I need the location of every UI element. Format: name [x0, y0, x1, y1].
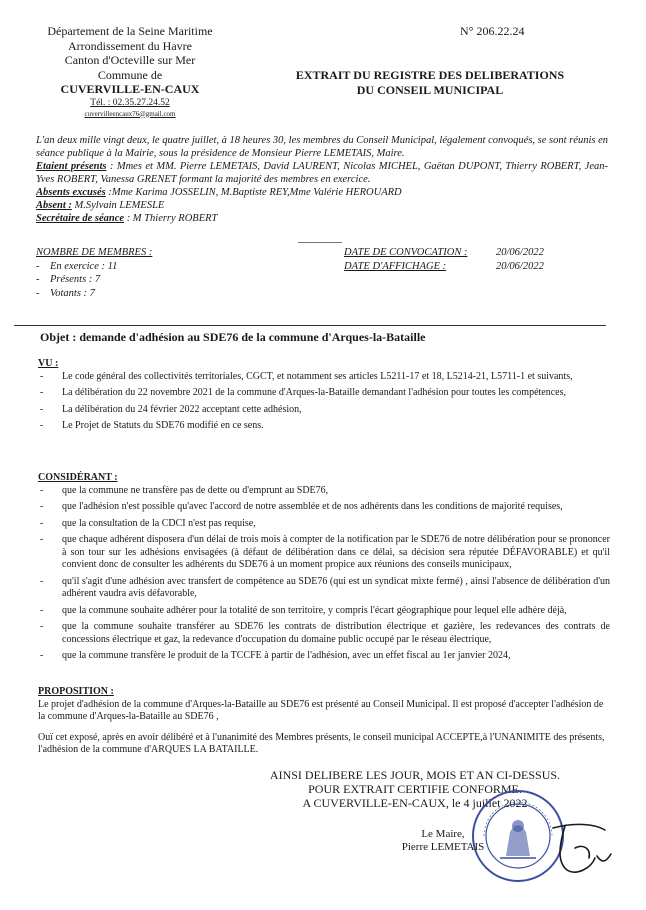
considerant-section	[38, 472, 610, 667]
secretary-label: Secrétaire de séance	[36, 213, 125, 224]
handwritten-signature-icon	[545, 818, 615, 878]
registry-title-line1: EXTRAIT DU REGISTRE DES DELIBERATIONS	[295, 68, 565, 82]
excused-text: :Mme Karima JOSSELIN, M.Baptiste REY,Mme Valérie HEROUARD	[105, 187, 402, 198]
proposition-text: Le projet d'adhésion de la commune d'Arques-la-Bataille au SDE76 est présenté au Conseil Municipal. Il est proposé d'accepter l'adhésion de la commune d'Arques-la-Bataille au SDE76 ,	[38, 698, 604, 722]
deliberation-number: N° 206.22.24	[460, 24, 525, 38]
vu-list	[38, 371, 610, 433]
header-line: Arrondissement du Havre	[68, 38, 192, 53]
registry-title	[270, 68, 590, 97]
objet-title: Objet : demande d'adhésion au SDE76 de la commune d'Arques-la-Bataille	[40, 330, 426, 344]
vu-section	[38, 358, 610, 437]
convocation-label: DATE DE CONVOCATION :	[344, 247, 468, 258]
absent-text: M.Sylvain LEMESLE	[71, 200, 165, 211]
header-line: Département de la Seine Maritime	[47, 24, 213, 38]
members-title: NOMBRE DE MEMBRES :	[36, 247, 153, 258]
dates-block	[344, 246, 544, 273]
list-item: - que la commune ne transfère pas de dette ou d'emprunt au SDE76,	[38, 485, 610, 498]
list-item: - que la commune souhaite adhérer pour la totalité de son territoire, y compris l'écart géographique pour lequel elle adhère déjà,	[38, 605, 610, 618]
absent-label: Absent :	[36, 200, 72, 211]
header-line: Canton d'Octeville sur Mer	[64, 53, 196, 67]
section-divider	[14, 325, 606, 326]
list-item: - La délibération du 22 novembre 2021 de la commune d'Arques-la-Bataille demandant l'adhésion pour toutes les compétences,	[38, 387, 610, 400]
decision-text: Ouï cet exposé, après en avoir délibéré et à l'unanimité des Membres présents, le conseil municipal ACCEPTE,à l'UNANIMITE des présents, l'adhésion de la commune d'ARQUES LA BATAILLE.	[38, 731, 605, 755]
list-item: - Le code général des collectivités territoriales, CGCT, et notamment ses articles L5211-17 et 18, L5214-21, L5711-1 et suivants,	[38, 371, 610, 384]
convocation-row	[344, 246, 544, 260]
members-line: - Présents : 7	[36, 274, 101, 285]
affichage-value: 20/06/2022	[496, 260, 544, 272]
closing-line1: AINSI DELIBERE LES JOUR, MOIS ET AN CI-DESSUS.	[269, 768, 561, 782]
convocation-value: 20/06/2022	[496, 247, 544, 258]
email-link[interactable]: cuvervilleencaux76@gmail.com	[84, 109, 176, 118]
commune-name: CUVERVILLE-EN-CAUX	[60, 82, 200, 96]
intro-text: L'an deux mille vingt deux, le quatre juillet, à 18 heures 30, les membres du Conseil Municipal, légalement convoqués, se sont réunis en séance publique à la Mairie, sous la présidence de Monsieur Pierre LEMETAIS, Maire.	[36, 135, 608, 159]
header-address	[20, 24, 240, 119]
proposition-title: PROPOSITION :	[38, 686, 114, 697]
list-item: - que la consultation de la CDCI n'est pas requise,	[38, 518, 610, 531]
registry-title-line2: DU CONSEIL MUNICIPAL	[356, 82, 504, 97]
header-line: Commune de	[97, 67, 163, 82]
affichage-label: DATE D'AFFICHAGE :	[344, 260, 447, 272]
proposition-section	[38, 686, 610, 757]
signature-block	[378, 828, 508, 854]
short-divider	[298, 242, 342, 243]
closing-line2: POUR EXTRAIT CERTIFIE CONFORME.	[308, 782, 522, 796]
members-line: - En exercice : 11	[36, 260, 118, 272]
considerant-list	[38, 485, 610, 663]
list-item: - Le Projet de Statuts du SDE76 modifié en ce sens.	[38, 420, 610, 433]
list-item: - qu'il s'agit d'une adhésion avec transfert de compétence au SDE76 (qui est un syndicat mixte fermé) , ainsi l'absence de délibération d'un adhérent vaudra avis défavorable,	[38, 576, 610, 601]
members-line: - Votants : 7	[36, 287, 95, 299]
list-item: - que l'adhésion n'est possible qu'avec l'accord de notre assemblée et de nos adhérents dans les conditions de majorité requises,	[38, 501, 610, 514]
present-label: Etaient présents	[36, 161, 107, 172]
affichage-row	[344, 260, 544, 274]
list-item: - que la commune transfère le produit de la TCCFE à partir de l'adhésion, avec un effet fiscal au 1er janvier 2024,	[38, 650, 610, 663]
members-block	[36, 246, 152, 300]
secretary-text: : M Thierry ROBERT	[124, 213, 218, 224]
present-text: : Mmes et MM. Pierre LEMETAIS, David LAURENT, Nicolas MICHEL, Gaëtan DUPONT, Thierry ROBERT, Jean-Yves ROBERT, Vanessa GRENET formant la majorité des membres en exercice.	[36, 161, 608, 185]
signature-role: Le Maire,	[421, 828, 465, 840]
phone-number: Tél. : 02.35.27.24.52	[90, 97, 170, 108]
signature-name: Pierre LEMETAIS	[401, 841, 485, 853]
list-item: - que chaque adhérent disposera d'un délai de trois mois à compter de la notification par le SDE76 de notre délibération pour se prononcer à son tour sur les adhésions envisagées (à défaut de délibération dans ce délai, sa décision sera réputée DÉFAVORABLE) et qu'il convient donc de consulter les adhérents du SDE76 à un moment propice aux réunions des conseils municipaux,	[38, 534, 610, 572]
vu-title: VU :	[38, 358, 59, 369]
closing-line3: A CUVERVILLE-EN-CAUX, le 4 juillet 2022	[302, 796, 528, 810]
intro-block	[36, 134, 608, 225]
considerant-title: CONSIDÉRANT :	[38, 472, 118, 483]
excused-label: Absents excusés	[36, 187, 106, 198]
list-item: - que la commune souhaite transférer au SDE76 les contrats de distribution électrique et gazière, les redevances des contrats de concessions électrique et gaz, la redevance d'occupation du domaine public occupé par le réseau électrique,	[38, 621, 610, 646]
list-item: - La délibération du 24 février 2022 acceptant cette adhésion,	[38, 404, 610, 417]
